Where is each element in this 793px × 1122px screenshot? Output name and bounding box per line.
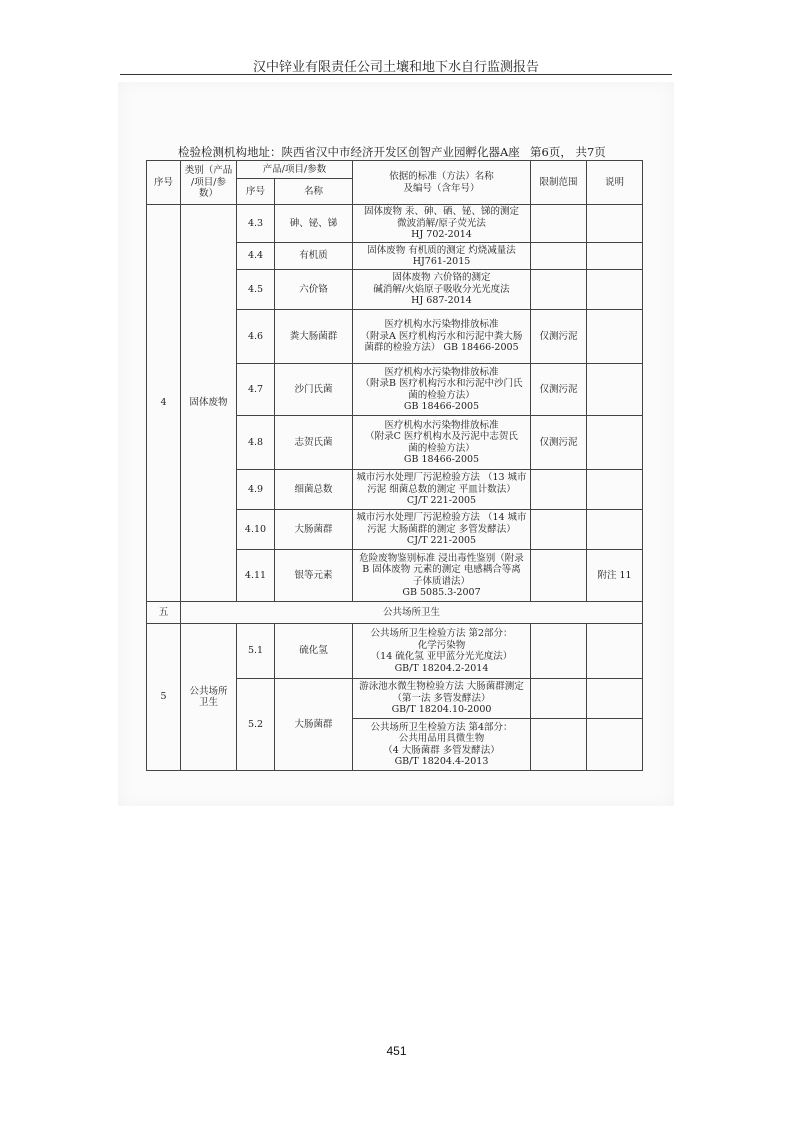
page-info: 第6页， 共7页 <box>530 145 606 159</box>
head-product-group: 产品/项目/参数 <box>237 161 353 179</box>
standard-line: GB/T 18204.4-2013 <box>394 756 489 767</box>
row-standard <box>353 719 531 771</box>
row-standard <box>353 243 531 270</box>
standard-line: 公共用品用具微生物 <box>398 733 485 744</box>
row-standard <box>353 510 531 550</box>
head-category-line: 数） <box>198 188 218 200</box>
row-no: 4.9 <box>237 470 275 510</box>
row-limit: 仅测污泥 <box>531 310 587 364</box>
standard-line: 医疗机构水污染物排放标准 <box>384 319 499 331</box>
standard-line: 医疗机构水污染物排放标准 <box>384 419 499 431</box>
row-note <box>587 364 643 416</box>
row-no: 4.5 <box>237 270 275 310</box>
head-name: 名称 <box>275 179 353 205</box>
row-no: 4.8 <box>237 416 275 470</box>
standard-line: 危险废物鉴别标准 浸出毒性鉴别（附录 <box>359 552 524 564</box>
row-note <box>587 243 643 270</box>
row-standard <box>353 470 531 510</box>
standard-line: （附录A 医疗机构污水和污泥中粪大肠 <box>360 330 523 342</box>
standard-line: HJ761-2015 <box>412 256 471 267</box>
row-standard <box>353 416 531 470</box>
standard-line: 碱消解/火焰原子吸收分光光度法 <box>373 283 510 295</box>
head-standard-line: 及编号（含年号） <box>403 182 480 194</box>
row-no: 5.2 <box>237 679 275 771</box>
row-no: 4.3 <box>237 205 275 243</box>
standard-line: 游泳池水微生物检验方法 大肠菌群测定 <box>359 681 524 693</box>
group-category-line: 卫生 <box>198 697 218 708</box>
standard-line: 城市污水处理厂污泥检验方法 （13 城市 <box>356 472 527 484</box>
standard-line: （14 硫化氢 亚甲蓝分光光度法） <box>370 651 513 662</box>
row-no: 4.6 <box>237 310 275 364</box>
section-row <box>147 602 643 624</box>
row-name: 硫化氢 <box>275 624 353 679</box>
standard-line: （4 大肠菌群 多管发酵法） <box>383 744 500 756</box>
standard-line: 菌的检验方法） <box>408 389 475 401</box>
standard-line: 微波消解/原子荧光法 <box>397 217 486 229</box>
head-category <box>181 161 237 205</box>
head-limit: 限制范围 <box>531 161 587 205</box>
standard-line: （附录B 医疗机构污水和污泥中沙门氏 <box>360 378 523 389</box>
head-seq: 序号 <box>147 161 181 205</box>
row-name: 细菌总数 <box>275 470 353 510</box>
row-no: 5.1 <box>237 624 275 679</box>
row-name: 砷、铋、锑 <box>275 205 353 243</box>
row-no: 4.7 <box>237 364 275 416</box>
row-no: 4.11 <box>237 550 275 602</box>
standard-line: 固体废物 六价铬的测定 <box>392 272 491 284</box>
row-name: 志贺氏菌 <box>275 416 353 470</box>
group-seq: 5 <box>147 624 181 771</box>
head-category-line: 类别（产品 <box>184 165 233 177</box>
row-note <box>587 205 643 243</box>
standard-line: CJ/T 221-2005 <box>406 495 477 507</box>
head-standard <box>353 161 531 205</box>
table-header-row <box>147 161 643 179</box>
standard-line: 公共场所卫生检验方法 第4部分： <box>370 721 513 733</box>
row-no: 4.4 <box>237 243 275 270</box>
group-seq: 4 <box>147 205 181 602</box>
standard-line: （第一法 多管发酵法） <box>392 692 491 704</box>
row-limit <box>531 679 587 719</box>
group-category <box>181 624 237 771</box>
standard-line: 固体废物 汞、砷、硒、铋、锑的测定 <box>363 206 520 218</box>
lab-address: 检验检测机构地址：陕西省汉中市经济开发区创智产业园孵化器A座 <box>178 145 520 159</box>
standard-line: GB/T 18204.2-2014 <box>394 662 489 674</box>
row-name: 大肠菌群 <box>275 510 353 550</box>
standard-line: （附录C 医疗机构水及污泥中志贺氏 <box>365 431 518 442</box>
row-limit: 仅测污泥 <box>531 364 587 416</box>
row-note <box>587 679 643 719</box>
head-category-line: /项目/参 <box>191 176 226 188</box>
standard-line: 污泥 大肠菌群的测定 多管发酵法） <box>367 523 516 535</box>
row-limit <box>531 550 587 602</box>
row-limit <box>531 624 587 679</box>
standard-line: HJ 687-2014 <box>411 295 472 307</box>
standard-line: GB 18466-2005 <box>403 454 480 465</box>
standard-line: 菌群的检验方法） GB 18466-2005 <box>364 342 519 354</box>
row-note <box>587 624 643 679</box>
standard-line: 污泥 细菌总数的测定 平皿计数法） <box>367 483 516 495</box>
row-limit: 仅测污泥 <box>531 416 587 470</box>
row-note: 附注 11 <box>587 550 643 602</box>
row-standard <box>353 364 531 416</box>
row-standard <box>353 310 531 364</box>
head-sub-seq: 序号 <box>237 179 275 205</box>
standard-line: 医疗机构水污染物排放标准 <box>384 366 499 378</box>
row-standard <box>353 205 531 243</box>
standard-line: 菌的检验方法） <box>408 442 475 454</box>
row-name: 有机质 <box>275 243 353 270</box>
row-note <box>587 470 643 510</box>
standard-line: GB 18466-2005 <box>403 401 480 412</box>
row-standard <box>353 624 531 679</box>
row-name: 沙门氏菌 <box>275 364 353 416</box>
row-limit <box>531 719 587 771</box>
group-category-line: 公共场所 <box>189 685 228 697</box>
row-standard <box>353 679 531 719</box>
row-note <box>587 270 643 310</box>
standard-line: CJ/T 221-2005 <box>406 535 477 547</box>
row-note <box>587 510 643 550</box>
row-limit <box>531 205 587 243</box>
table-row <box>147 624 643 679</box>
standard-line: GB 5085.3-2007 <box>402 587 481 598</box>
standard-line: HJ 702-2014 <box>411 229 472 241</box>
row-standard <box>353 550 531 602</box>
table-row <box>147 205 643 243</box>
standard-line: 固体废物 有机质的测定 灼烧减量法 <box>367 244 516 256</box>
standard-line: 城市污水处理厂污泥检验方法 （14 城市 <box>356 512 527 524</box>
row-note <box>587 719 643 771</box>
head-note: 说明 <box>587 161 643 205</box>
row-standard <box>353 270 531 310</box>
row-name: 六价铬 <box>275 270 353 310</box>
row-limit <box>531 470 587 510</box>
row-name: 银等元素 <box>275 550 353 602</box>
row-limit <box>531 510 587 550</box>
standard-line: 子体质谱法） <box>412 575 470 587</box>
method-table <box>146 160 643 771</box>
report-title: 汉中锌业有限责任公司土壤和地下水自行监测报告 <box>252 60 539 75</box>
group-category: 固体废物 <box>181 205 237 602</box>
section-seq: 五 <box>147 602 181 624</box>
standard-line: GB/T 18204.10-2000 <box>391 704 492 716</box>
section-title: 公共场所卫生 <box>181 602 643 624</box>
row-note <box>587 416 643 470</box>
row-limit <box>531 270 587 310</box>
row-name: 粪大肠菌群 <box>275 310 353 364</box>
row-limit <box>531 243 587 270</box>
standard-line: 公共场所卫生检验方法 第2部分： <box>370 628 513 639</box>
row-note <box>587 310 643 364</box>
head-standard-line: 依据的标准（方法）名称 <box>389 171 494 182</box>
standard-line: 化学污染物 <box>417 639 466 651</box>
row-no: 4.10 <box>237 510 275 550</box>
standard-line: B 固体废物 元素的测定 电感耦合等离 <box>362 564 521 575</box>
page-number: 451 <box>386 1044 407 1058</box>
header-rule <box>120 74 672 75</box>
row-name: 大肠菌群 <box>275 679 353 771</box>
